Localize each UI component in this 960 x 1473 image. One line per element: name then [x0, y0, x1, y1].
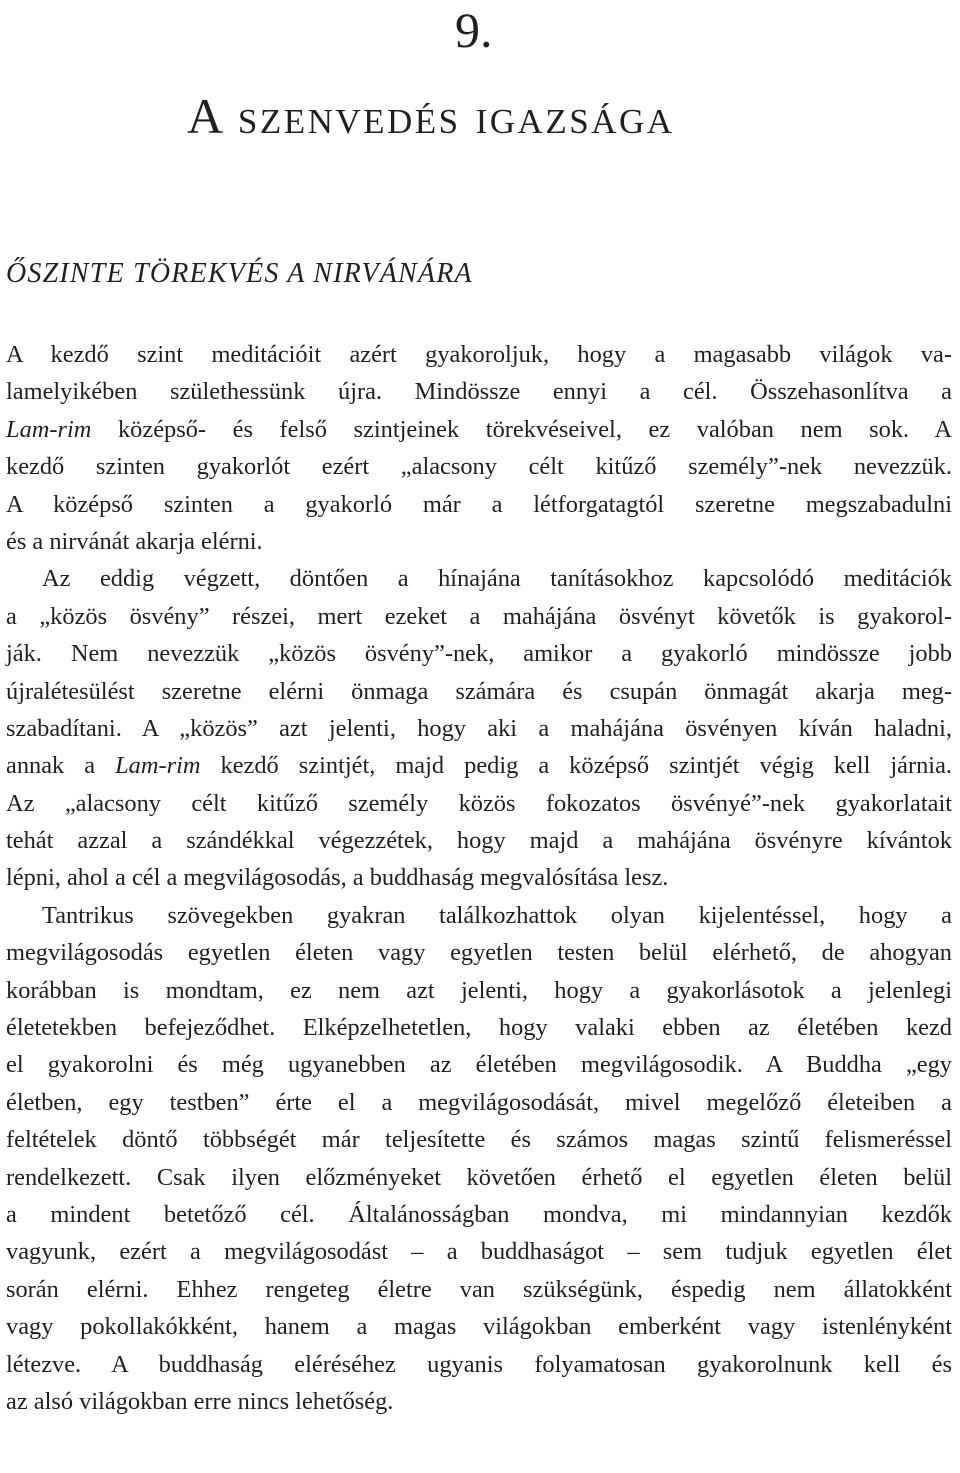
text-line: tehát azzal a szándékkal végezzétek, hogy majd a mahájána ösvényre kívántok [6, 827, 952, 855]
text-line: kezdő szinten gyakorlót ezért „alacsony célt kitűző személy”-nek nevezzük. [6, 453, 952, 481]
text-line: szabadítani. A „közös” azt jelenti, hogy aki a mahájána ösvényen kíván haladni, [6, 714, 952, 742]
text-line: Az eddig végzett, döntően a hínajána tanításokhoz kapcsolódó meditációk [42, 565, 952, 593]
text-line: feltételek döntő többségét már teljesítette és számos magas szintű felismeréssel [6, 1126, 952, 1154]
text-line: a „közös ösvény” részei, mert ezeket a mahájána ösvényt követők is gyakorol- [6, 602, 952, 630]
section-heading: ŐSZINTE TÖREKVÉS A NIRVÁNÁRA [6, 258, 473, 289]
text-line: megvilágosodás egyetlen életen vagy egyetlen testen belül elérhető, de ahogyan [6, 939, 952, 967]
text-line: létezve. A buddhaság eléréséhez ugyanis folyamatosan gyakorolnunk kell és [6, 1350, 952, 1378]
text-line: vagy pokollakókként, hanem a magas világokban emberként vagy istenlényként [6, 1313, 952, 1341]
text-line: Az „alacsony célt kitűző személy közös fokozatos ösvényé”-nek gyakorlatait [6, 789, 952, 817]
text-line: annak a Lam-rim kezdő szintjét, majd pedig a középső szintjét végig kell járnia. [6, 752, 952, 780]
chapter-number: 9. [455, 2, 493, 58]
text-line: el gyakorolni és még ugyanebben az életében megvilágosodik. A Buddha „egy [6, 1051, 952, 1079]
text-line: Lam-rim középső- és felső szintjeinek törekvéseivel, ez valóban nem sok. A [6, 415, 952, 443]
body-text [6, 336, 952, 1420]
text-line: és a nirvánát akarja elérni. [6, 527, 263, 555]
text-line: lépni, ahol a cél a megvilágosodás, a buddhaság megvalósítása lesz. [6, 864, 669, 892]
text-line: lamelyikében születhessünk újra. Mindössze ennyi a cél. Összehasonlítva a [6, 378, 952, 406]
italic-term: Lam-rim [115, 752, 201, 780]
text-line: vagyunk, ezért a megvilágosodást – a buddhaságot – sem tudjuk egyetlen élet [6, 1238, 952, 1266]
text-line: a mindent betetőző cél. Általánosságban mondva, mi mindannyian kezdők [6, 1200, 952, 1228]
text-line: A középső szinten a gyakorló már a létforgatagtól szeretne megszabadulni [6, 490, 952, 518]
text-line: rendelkezett. Csak ilyen előzményeket követően érhető el egyetlen életen belül [6, 1163, 952, 1191]
text-line: Tantrikus szövegekben gyakran találkozhattok olyan kijelentéssel, hogy a [42, 901, 952, 929]
text-line: ják. Nem nevezzük „közös ösvény”-nek, amikor a gyakorló mindössze jobb [6, 640, 952, 668]
text-line: során elérni. Ehhez rengeteg életre van szükségünk, éspedig nem állatokként [6, 1275, 952, 1303]
text-line: korábban is mondtam, ez nem azt jelenti, hogy a gyakorlásotok a jelenlegi [6, 976, 952, 1004]
italic-term: Lam-rim [6, 415, 92, 443]
text-line: újralétesülést szeretne elérni önmaga számára és csupán önmagát akarja meg- [6, 677, 952, 705]
text-line: az alsó világokban erre nincs lehetőség. [6, 1387, 394, 1415]
text-line: életben, egy testben” érte el a megvilágosodását, mivel megelőző életeiben a [6, 1088, 952, 1116]
text-line: A kezdő szint meditációit azért gyakoroljuk, hogy a magasabb világok va- [6, 341, 952, 368]
chapter-title: A szenvedés igazsága [187, 88, 675, 144]
text-line: életetekben befejeződhet. Elképzelhetetlen, hogy valaki ebben az életében kezd [6, 1014, 952, 1042]
